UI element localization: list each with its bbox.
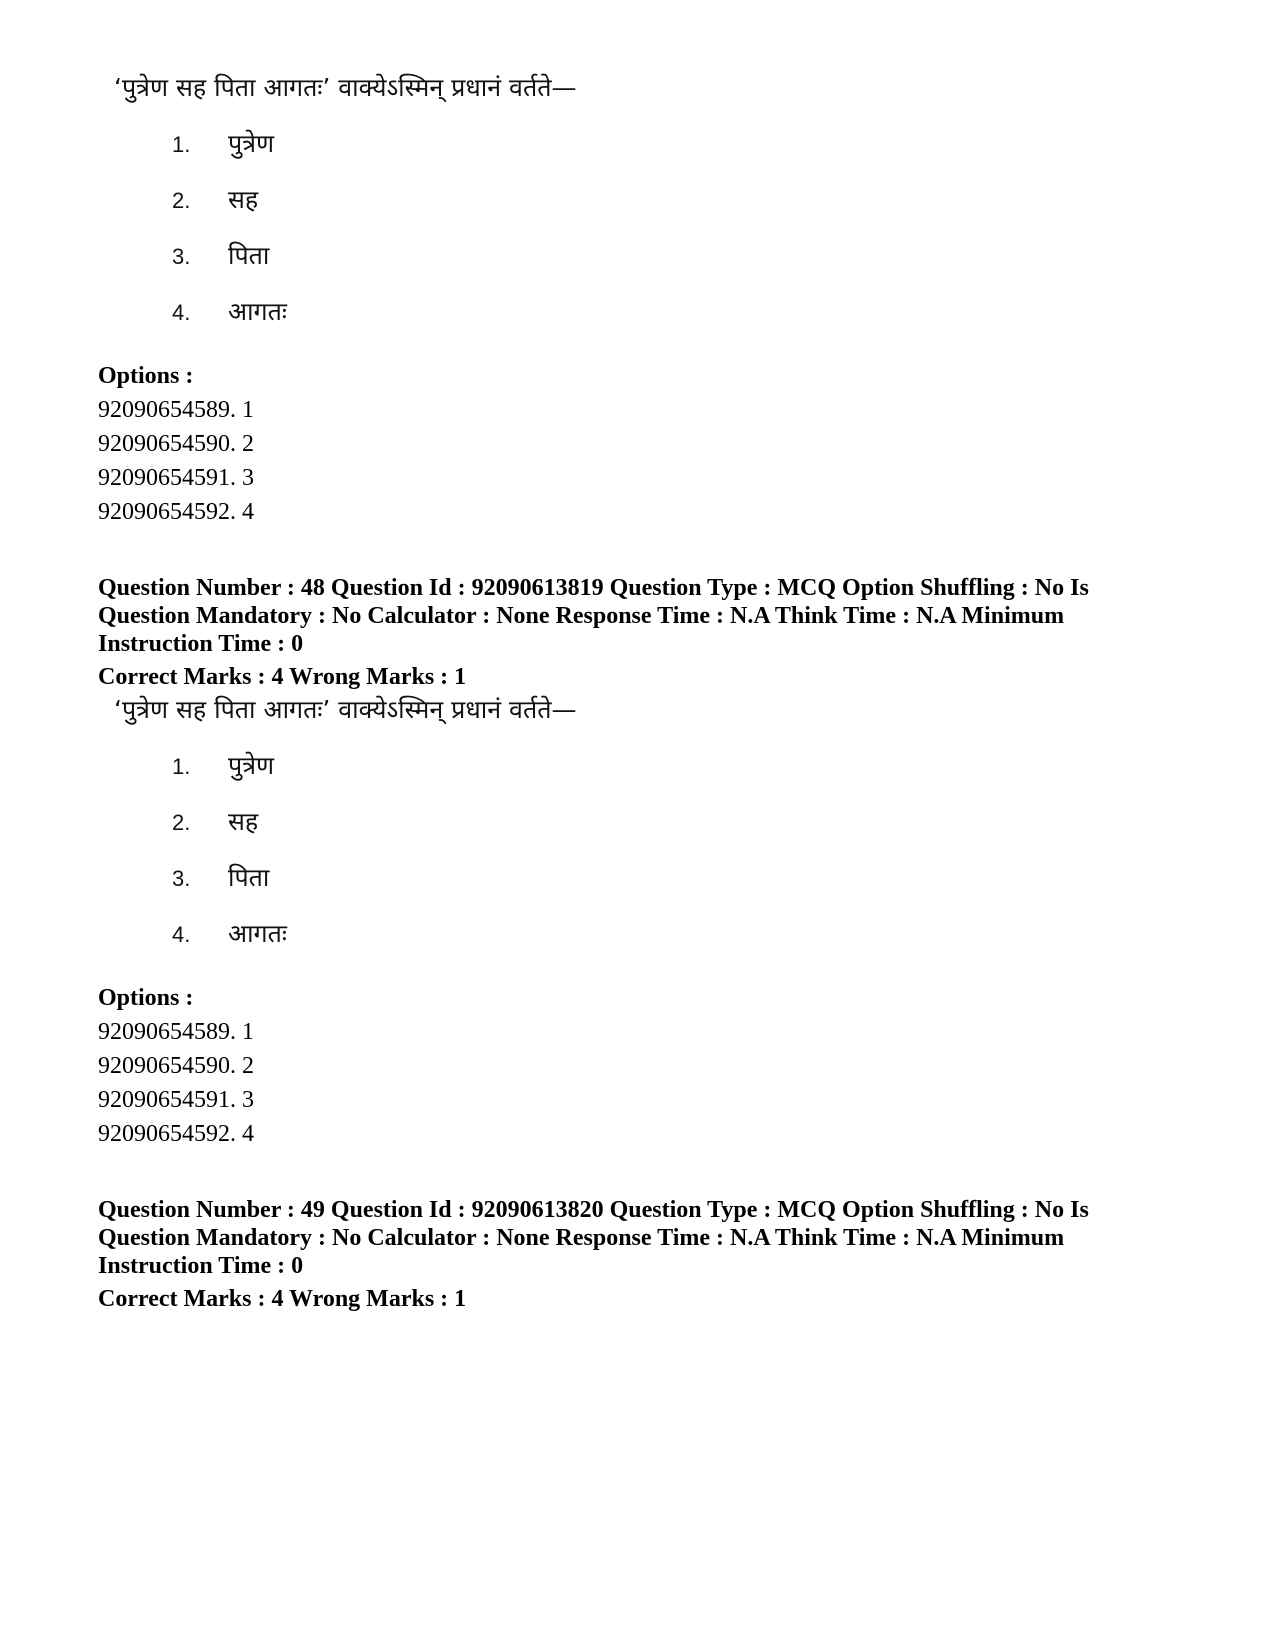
options-heading: Options :	[98, 363, 194, 389]
choice-text: पुत्रेण	[228, 129, 275, 158]
choice-number: 3.	[172, 866, 191, 891]
options-list-48	[98, 982, 1178, 1151]
question-choice-3	[172, 860, 269, 896]
question-meta-line: Instruction Time : 0	[98, 1253, 304, 1279]
question-meta-line: Question Number : 49 Question Id : 92090613820 Question Type : MCQ Option Shuffling : No Is	[98, 1197, 1089, 1223]
question-choice-1	[172, 748, 274, 784]
choice-number: 1.	[172, 132, 191, 157]
question-meta-line: Question Mandatory : No Calculator : None Response Time : N.A Think Time : N.A Minimum	[98, 1225, 1065, 1251]
choice-text: आगतः	[228, 919, 287, 948]
question-choice-4	[172, 294, 287, 330]
question-choice-1	[172, 126, 274, 162]
choice-text: पुत्रेण	[228, 751, 275, 780]
choice-number: 2.	[172, 188, 191, 213]
options-heading: Options :	[98, 985, 194, 1011]
question-stem: ‘पुत्रेण सह पिता आगतः’ वाक्येऽस्मिन् प्रधानं वर्तते—	[114, 73, 577, 102]
option-row: 92090654589. 1	[98, 397, 254, 423]
question-48-header	[98, 574, 1178, 692]
choice-text: सह	[228, 807, 259, 836]
question-meta-line: Question Mandatory : No Calculator : None Response Time : N.A Think Time : N.A Minimum	[98, 603, 1065, 629]
question-meta-line: Question Number : 48 Question Id : 92090613819 Question Type : MCQ Option Shuffling : No Is	[98, 575, 1089, 601]
choice-text: सह	[228, 185, 259, 214]
question-choice-3	[172, 238, 269, 274]
question-choice-2	[172, 804, 258, 840]
choice-number: 3.	[172, 244, 191, 269]
option-row: 92090654589. 1	[98, 1019, 254, 1045]
question-stem: ‘पुत्रेण सह पिता आगतः’ वाक्येऽस्मिन् प्रधानं वर्तते—	[114, 695, 577, 724]
option-row: 92090654592. 4	[98, 499, 254, 525]
choice-text: पिता	[228, 241, 270, 270]
options-list-prev	[98, 360, 1178, 529]
option-row: 92090654591. 3	[98, 1087, 254, 1113]
choice-number: 4.	[172, 300, 191, 325]
choice-number: 1.	[172, 754, 191, 779]
question-meta-line: Instruction Time : 0	[98, 631, 304, 657]
option-row: 92090654591. 3	[98, 465, 254, 491]
question-49-header	[98, 1196, 1178, 1314]
option-row: 92090654592. 4	[98, 1121, 254, 1147]
choice-text: आगतः	[228, 297, 287, 326]
question-choice-2	[172, 182, 258, 218]
choice-number: 2.	[172, 810, 191, 835]
question-image-48	[100, 692, 620, 962]
option-row: 92090654590. 2	[98, 1053, 254, 1079]
question-choice-4	[172, 916, 287, 952]
option-row: 92090654590. 2	[98, 431, 254, 457]
question-marks: Correct Marks : 4 Wrong Marks : 1	[98, 1286, 467, 1312]
question-marks: Correct Marks : 4 Wrong Marks : 1	[98, 664, 467, 690]
choice-number: 4.	[172, 922, 191, 947]
question-image-prev	[100, 70, 620, 340]
choice-text: पिता	[228, 863, 270, 892]
